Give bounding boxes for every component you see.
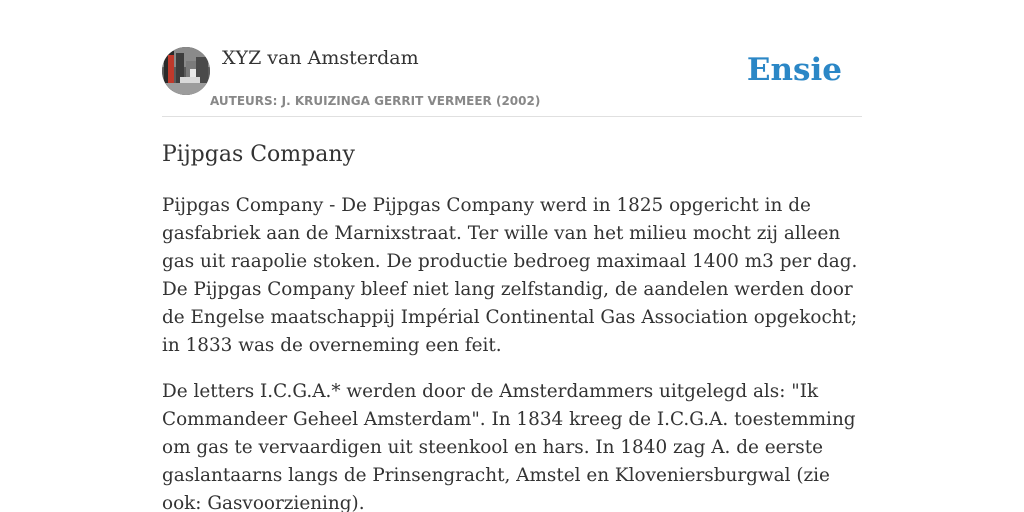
article-paragraph: Pijpgas Company - De Pijpgas Company werd in 1825 opgericht in de gasfabriek aan de Marnixstraat. Ter wille van het milieu mocht zij alleen gas uit raapolie stoken. De productie bedroeg maximaal 1400 m3 per dag. De Pijpgas Company bleef niet lang zelfstandig, de aandelen werden door de Engelse maatschappij Impérial Continental Gas Association opgekocht; in 1833 was de overneming een feit. [162, 195, 858, 356]
book-cover-icon [162, 47, 210, 95]
source-title[interactable]: XYZ van Amsterdam [222, 47, 419, 69]
article-body [162, 192, 862, 512]
authors-line: AUTEURS: J. KRUIZINGA GERRIT VERMEER (2002) [210, 94, 541, 108]
ensie-logo[interactable]: Ensie [746, 52, 842, 88]
source-header [162, 46, 862, 117]
article-paragraph: De letters I.C.G.A.* werden door de Amsterdammers uitgelegd als: "Ik Commandeer Geheel Amsterdam". In 1834 kreeg de I.C.G.A. toestemming om gas te vervaardigen uit steenkool en hars. In 1840 zag A. de eerste gaslantaarns langs de Prinsengracht, Amstel en Kloveniersburgwal (zie ook: Gasvoorziening). [162, 381, 856, 512]
article-title: Pijpgas Company [162, 142, 355, 167]
book-cover-avatar[interactable] [162, 47, 210, 95]
